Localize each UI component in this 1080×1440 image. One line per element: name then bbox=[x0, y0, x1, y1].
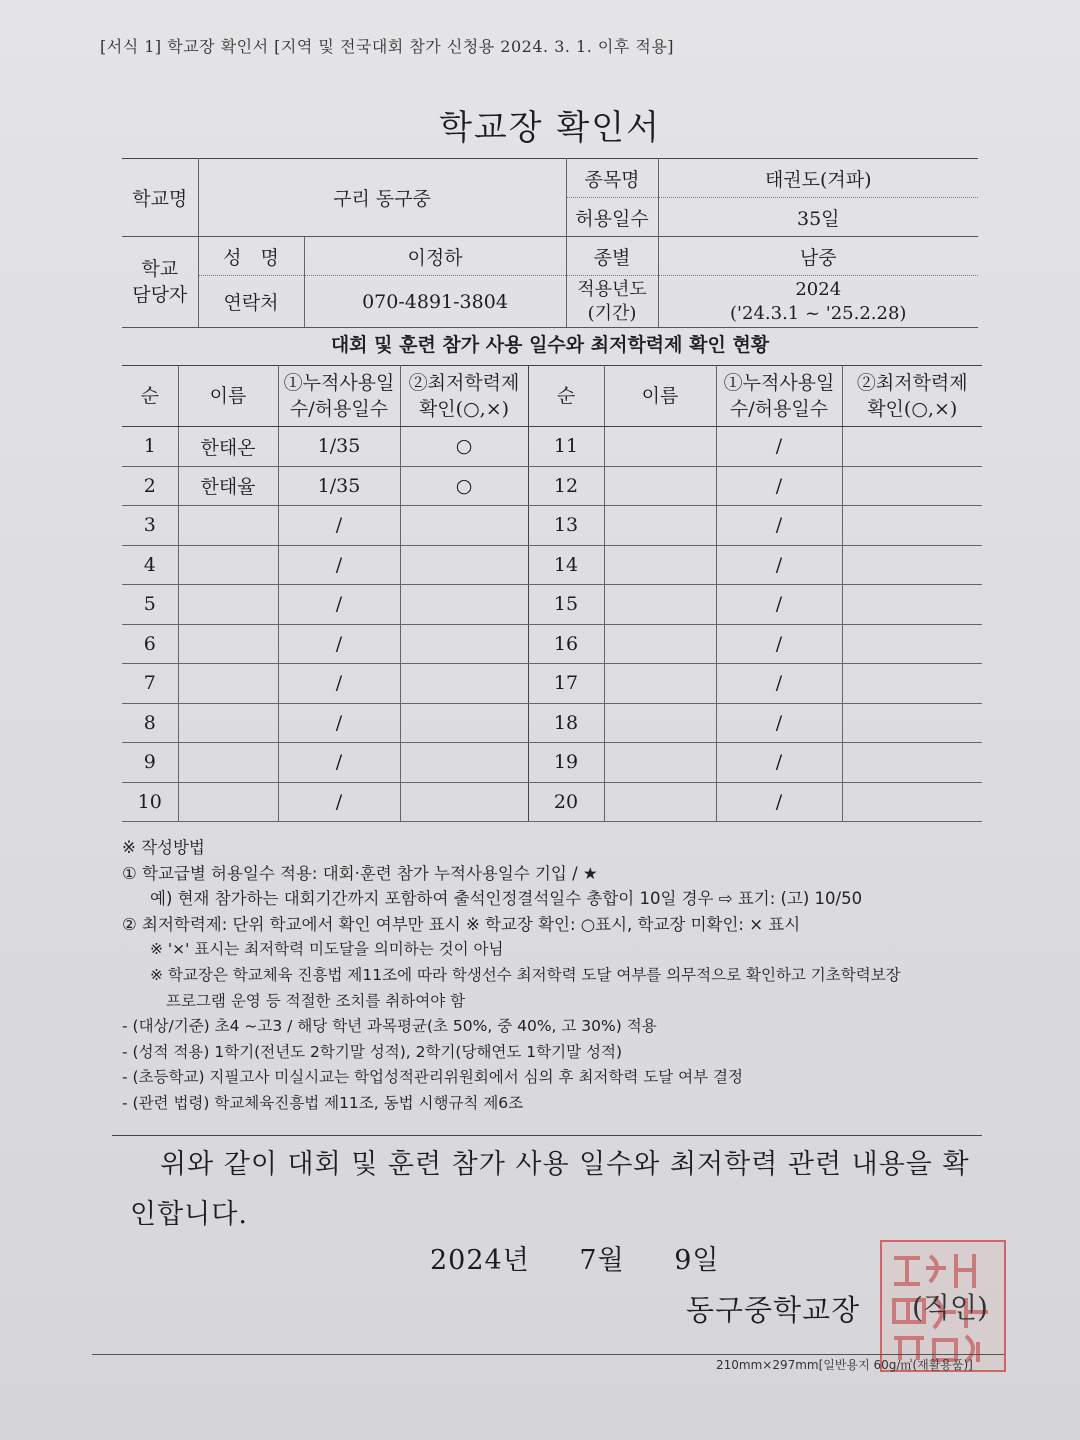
student-name-left: 한태율 bbox=[178, 466, 278, 506]
days-used-left: / bbox=[278, 506, 400, 546]
days-used-right: / bbox=[716, 782, 842, 822]
school-value: 구리 동구중 bbox=[198, 159, 566, 237]
note-line-3: ② 최저학력제: 단위 학교에서 확인 여부만 표시 ※ 학교장 확인: ○표시, 학교장 미확인: × 표시 bbox=[122, 914, 801, 934]
col-header-days-left bbox=[278, 366, 400, 427]
min-academic-check-left bbox=[400, 624, 528, 664]
row-no-left: 8 bbox=[122, 703, 178, 743]
table-row bbox=[122, 506, 982, 546]
note-line-7: - (대상/기준) 초4 ~고3 / 해당 학년 과목평균(초 50%, 중 40%, 고 30%) 적용 bbox=[122, 1017, 657, 1036]
col-header-check-right bbox=[842, 366, 982, 427]
min-academic-check-right bbox=[842, 466, 982, 506]
event-value: 태권도(겨파) bbox=[658, 159, 978, 198]
manager-label: 학교 담당자 bbox=[122, 237, 198, 328]
student-name-right bbox=[604, 664, 716, 704]
days-used-right: / bbox=[716, 545, 842, 585]
date-month: 7월 bbox=[579, 1245, 625, 1276]
student-name-right bbox=[604, 782, 716, 822]
min-academic-check-right bbox=[842, 664, 982, 704]
table-row bbox=[122, 743, 982, 783]
row-no-right: 15 bbox=[528, 585, 604, 625]
info-table bbox=[122, 158, 978, 328]
col-header-days-right-1: ①누적사용일 bbox=[723, 372, 835, 394]
contact-label: 연락처 bbox=[198, 276, 304, 328]
year-value-cell bbox=[658, 276, 978, 328]
table-row bbox=[122, 466, 982, 506]
writing-instructions bbox=[122, 835, 1002, 1117]
student-name-right bbox=[604, 466, 716, 506]
col-header-days-right-2: 수/허용일수 bbox=[729, 398, 829, 420]
days-used-right: / bbox=[716, 466, 842, 506]
student-name-right bbox=[604, 743, 716, 783]
col-header-days-left-2: 수/허용일수 bbox=[289, 398, 389, 420]
notes-heading: ※ 작성방법 bbox=[122, 838, 205, 857]
student-name-left: 한태온 bbox=[178, 427, 278, 467]
table-row bbox=[122, 624, 982, 664]
school-label: 학교명 bbox=[122, 159, 198, 237]
period-value: ('24.3.1 ~ '25.2.28) bbox=[730, 302, 907, 324]
table-row bbox=[122, 664, 982, 704]
min-academic-check-right bbox=[842, 545, 982, 585]
form-header-note: [서식 1] 학교장 확인서 [지역 및 전국대회 참가 신청용 2024. 3. 1. 이후 적용] bbox=[100, 37, 675, 56]
min-academic-check-right bbox=[842, 585, 982, 625]
table-row bbox=[122, 703, 982, 743]
student-name-left bbox=[178, 506, 278, 546]
status-table-title: 대회 및 훈련 참가 사용 일수와 최저학력제 확인 현황 bbox=[330, 334, 770, 356]
days-used-right: / bbox=[716, 664, 842, 704]
min-academic-check-left: ○ bbox=[400, 466, 528, 506]
days-used-left: 1/35 bbox=[278, 466, 400, 506]
min-academic-check-right bbox=[842, 506, 982, 546]
table-row bbox=[122, 585, 982, 625]
days-used-left: / bbox=[278, 703, 400, 743]
row-no-left: 3 bbox=[122, 506, 178, 546]
note-line-9: - (초등학교) 지필고사 미실시교는 학업성적관리위원회에서 심의 후 최저학력 도달 여부 결정 bbox=[122, 1068, 743, 1087]
min-academic-check-right bbox=[842, 743, 982, 783]
student-name-left bbox=[178, 743, 278, 783]
row-no-right: 18 bbox=[528, 703, 604, 743]
row-no-left: 9 bbox=[122, 743, 178, 783]
contact-value: 070-4891-3804 bbox=[304, 276, 566, 328]
days-used-left: / bbox=[278, 743, 400, 783]
col-header-check-right-1: ②최저학력제 bbox=[856, 372, 968, 394]
min-academic-check-right bbox=[842, 703, 982, 743]
date-day: 9일 bbox=[674, 1245, 720, 1276]
row-no-left: 2 bbox=[122, 466, 178, 506]
note-line-4: ※ '×' 표시는 최저학력 미도달을 의미하는 것이 아님 bbox=[150, 940, 504, 959]
col-header-check-right-2: 확인(○,×) bbox=[867, 398, 958, 420]
days-used-right: / bbox=[716, 585, 842, 625]
days-used-right: / bbox=[716, 624, 842, 664]
note-line-6: 프로그램 운영 등 적절한 조치를 취하여야 함 bbox=[166, 991, 466, 1010]
year-label-line2: (기간) bbox=[587, 302, 637, 324]
row-no-left: 5 bbox=[122, 585, 178, 625]
days-used-left: 1/35 bbox=[278, 427, 400, 467]
student-name-left bbox=[178, 703, 278, 743]
year-label bbox=[566, 276, 658, 328]
student-name-left bbox=[178, 545, 278, 585]
date-year: 2024년 bbox=[430, 1245, 530, 1276]
student-name-left bbox=[178, 624, 278, 664]
days-used-left: / bbox=[278, 782, 400, 822]
min-academic-check-right bbox=[842, 782, 982, 822]
min-academic-check-left: ○ bbox=[400, 427, 528, 467]
row-no-right: 13 bbox=[528, 506, 604, 546]
student-name-right bbox=[604, 545, 716, 585]
student-name-right bbox=[604, 703, 716, 743]
row-no-left: 6 bbox=[122, 624, 178, 664]
min-academic-check-left bbox=[400, 585, 528, 625]
col-header-check-left-1: ②최저학력제 bbox=[408, 372, 520, 394]
days-used-right: / bbox=[716, 506, 842, 546]
table-row bbox=[122, 427, 982, 467]
note-line-5: ※ 학교장은 학교체육 진흥법 제11조에 따라 학생선수 최저학력 도달 여부를 의무적으로 확인하고 기초학력보장 bbox=[150, 965, 901, 984]
year-label-line1: 적용년도 bbox=[577, 278, 647, 300]
status-table bbox=[122, 365, 982, 822]
gender-value: 남중 bbox=[658, 237, 978, 276]
footer-line bbox=[92, 1354, 1004, 1355]
event-label: 종목명 bbox=[566, 159, 658, 198]
days-used-left: / bbox=[278, 585, 400, 625]
student-name-right bbox=[604, 585, 716, 625]
min-academic-check-left bbox=[400, 664, 528, 704]
days-used-right: / bbox=[716, 703, 842, 743]
confirmation-statement: 위와 같이 대회 및 훈련 참가 사용 일수와 최저학력 관련 내용을 확인합니다. bbox=[130, 1149, 970, 1230]
days-used-left: / bbox=[278, 624, 400, 664]
days-used-left: / bbox=[278, 545, 400, 585]
table-row bbox=[122, 545, 982, 585]
gender-label: 종별 bbox=[566, 237, 658, 276]
row-no-left: 1 bbox=[122, 427, 178, 467]
row-no-right: 19 bbox=[528, 743, 604, 783]
col-header-name-right: 이름 bbox=[604, 366, 716, 427]
paper-spec: 210mm×297mm[일반용지 60g/㎡(재활용품)] bbox=[716, 1358, 973, 1372]
student-name-left bbox=[178, 664, 278, 704]
min-academic-check-left bbox=[400, 506, 528, 546]
col-header-days-left-1: ①누적사용일 bbox=[283, 372, 395, 394]
days-used-right: / bbox=[716, 743, 842, 783]
days-used-right: / bbox=[716, 427, 842, 467]
min-academic-check-right bbox=[842, 427, 982, 467]
name-label: 성 명 bbox=[198, 237, 304, 276]
row-no-right: 17 bbox=[528, 664, 604, 704]
min-academic-check-left bbox=[400, 782, 528, 822]
col-header-no-right: 순 bbox=[528, 366, 604, 427]
row-no-right: 12 bbox=[528, 466, 604, 506]
issue-date bbox=[430, 1238, 760, 1277]
year-value: 2024 bbox=[795, 278, 842, 300]
row-no-right: 11 bbox=[528, 427, 604, 467]
status-table-body bbox=[122, 427, 982, 822]
allowed-days-value: 35일 bbox=[658, 198, 978, 237]
row-no-left: 10 bbox=[122, 782, 178, 822]
row-no-left: 7 bbox=[122, 664, 178, 704]
col-header-check-left-2: 확인(○,×) bbox=[418, 398, 510, 420]
row-no-right: 16 bbox=[528, 624, 604, 664]
student-name-left bbox=[178, 782, 278, 822]
min-academic-check-left bbox=[400, 743, 528, 783]
col-header-days-right bbox=[716, 366, 842, 427]
student-name-right bbox=[604, 506, 716, 546]
document-title: 학교장 확인서 bbox=[439, 108, 661, 148]
min-academic-check-left bbox=[400, 703, 528, 743]
principal-title: 동구중학교장 bbox=[686, 1293, 861, 1327]
student-name-right bbox=[604, 624, 716, 664]
note-line-10: - (관련 법령) 학교체육진흥법 제11조, 동법 시행규칙 제6조 bbox=[122, 1093, 524, 1112]
student-name-left bbox=[178, 585, 278, 625]
row-no-right: 14 bbox=[528, 545, 604, 585]
name-value: 이정하 bbox=[304, 237, 566, 276]
days-used-left: / bbox=[278, 664, 400, 704]
note-line-1: ① 학교급별 허용일수 적용: 대회·훈련 참가 누적사용일수 기입 / ★ bbox=[122, 863, 598, 883]
note-line-2: 예) 현재 참가하는 대회기간까지 포함하여 출석인정결석일수 총합이 10일 경우 ⇨ 표기: (고) 10/50 bbox=[150, 889, 863, 909]
table-row bbox=[122, 782, 982, 822]
allowed-days-label: 허용일수 bbox=[566, 198, 658, 237]
col-header-check-left bbox=[400, 366, 528, 427]
min-academic-check-right bbox=[842, 624, 982, 664]
col-header-name-left: 이름 bbox=[178, 366, 278, 427]
note-line-8: - (성적 적용) 1학기(전년도 2학기말 성적), 2학기(당해연도 1학기말 성적) bbox=[122, 1042, 622, 1061]
min-academic-check-left bbox=[400, 545, 528, 585]
divider-line bbox=[112, 1135, 982, 1136]
student-name-right bbox=[604, 427, 716, 467]
col-header-no-left: 순 bbox=[122, 366, 178, 427]
seal-label: (직인) bbox=[912, 1291, 988, 1324]
row-no-right: 20 bbox=[528, 782, 604, 822]
row-no-left: 4 bbox=[122, 545, 178, 585]
